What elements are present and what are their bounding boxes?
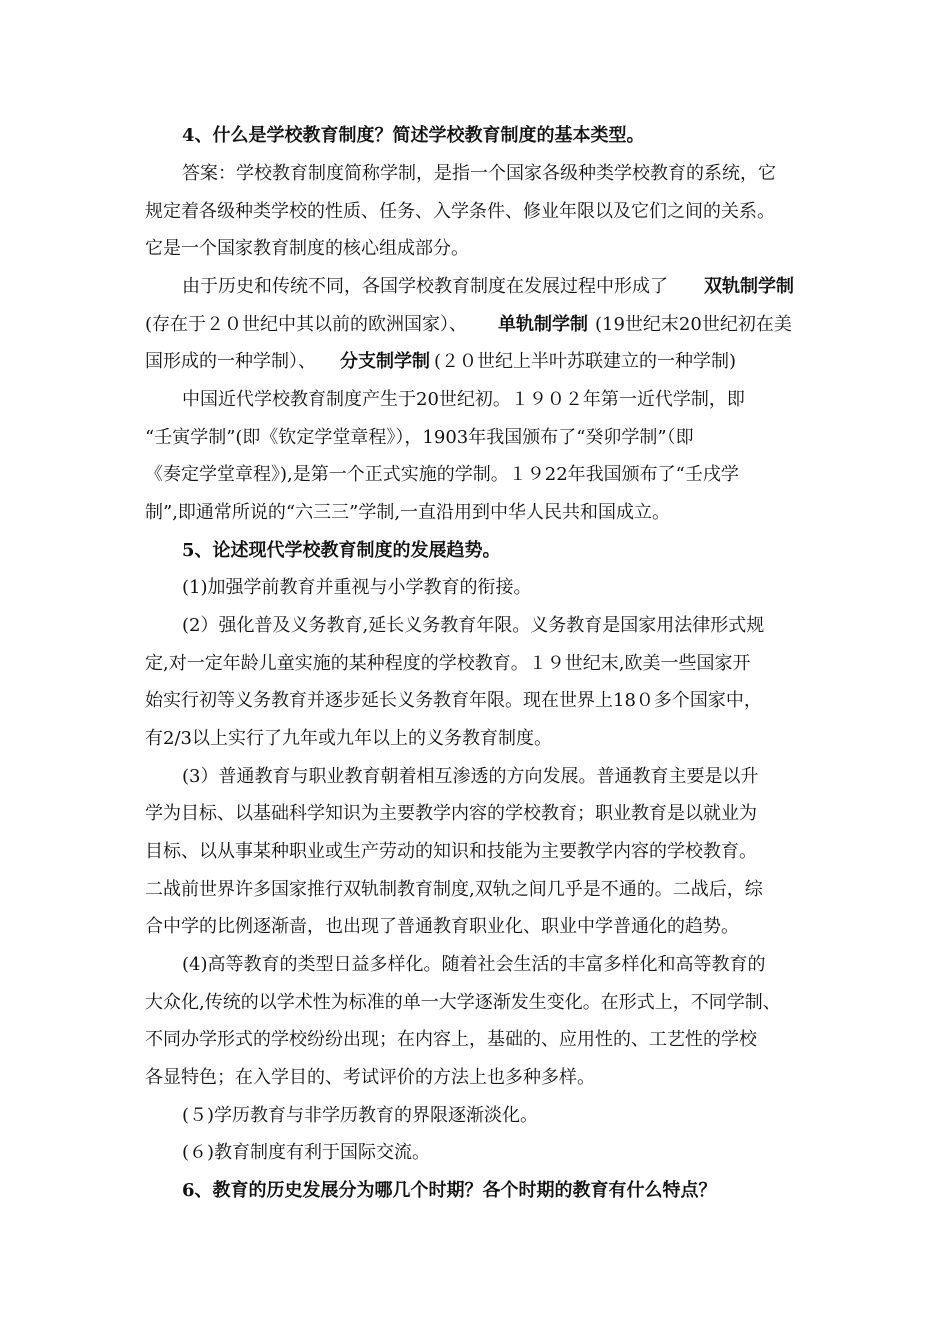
text-line: 不同办学形式的学校纷纷出现；在内容上，基础的、应用性的、工艺性的学校 bbox=[145, 1029, 757, 1050]
text-line: 学为目标、以基础科学知识为主要教学内容的学校教育；职业教育是以就业为 bbox=[145, 803, 757, 824]
text-line: (2）强化普及义务教育,延长义务教育年限。义务教育是国家用法律形式规 bbox=[182, 615, 765, 636]
text-line: 大众化,传统的以学术性为标准的单一大学逐渐发生变化。在形式上，不同学制、 bbox=[145, 992, 781, 1013]
text-line: 《奏定学堂章程》),是第一个正式实施的学制。１９22年我国颁布了“壬戌学 bbox=[145, 464, 739, 485]
question-5-heading: 5、论述现代学校教育制度的发展趋势。 bbox=[182, 540, 501, 561]
text-run: (19世纪末20世纪初在美 bbox=[595, 314, 792, 335]
text-run: (２０世纪上半叶苏联建立的一种学制) bbox=[434, 351, 737, 372]
text-line: 制”,即通常所说的“六三三”学制,一直沿用到中华人民共和国成立。 bbox=[145, 502, 671, 523]
text-line bbox=[0, 344, 950, 380]
text-line: 规定着各级种类学校的性质、任务、入学条件、修业年限以及它们之间的关系。 bbox=[145, 201, 775, 222]
text-line: 各显特色；在入学目的、考试评价的方法上也多种多样。 bbox=[145, 1067, 595, 1088]
question-4-heading: 4、什么是学校教育制度？简述学校教育制度的基本类型。 bbox=[182, 125, 645, 146]
text-line: 二战前世界许多国家推行双轨制教育制度,双轨之间几乎是不通的。二战后，综 bbox=[145, 879, 763, 900]
text-line: 目标、以从事某种职业或生产劳动的知识和技能为主要教学内容的学校教育。 bbox=[145, 841, 757, 862]
text-line: 答案：学校教育制度简称学制，是指一个国家各级种类学校教育的系统，它 bbox=[182, 163, 776, 184]
text-run: (存在于２０世纪中其以前的欧洲国家）、 bbox=[145, 314, 468, 335]
trend-item-1: (1)加强学前教育并重视与小学教育的衔接。 bbox=[182, 577, 532, 598]
question-6-heading: 6、教育的历史发展分为哪几个时期？各个时期的教育有什么特点？ bbox=[182, 1180, 717, 1201]
text-line: 中国近代学校教育制度产生于20世纪初。１９０２年第一近代学制，即 bbox=[182, 389, 745, 410]
text-line: 合中学的比例逐渐啬，也出现了普通教育职业化、职业中学普通化的趋势。 bbox=[145, 916, 739, 937]
term-branch-system: 分支制学制 bbox=[340, 351, 430, 372]
text-line: 有2/3以上实行了九年或九年以上的义务教育制度。 bbox=[145, 728, 552, 749]
text-line: (4)高等教育的类型日益多样化。随着社会生活的丰富多样化和高等教育的 bbox=[182, 954, 766, 975]
text-line: 它是一个国家教育制度的核心组成部分。 bbox=[145, 238, 469, 259]
text-line: 定,对一定年龄儿童实施的某种程度的学校教育。１９世纪末,欧美一些国家开 bbox=[145, 653, 751, 674]
text-line: “壬寅学制”(即《钦定学堂章程》），1903年我国颁布了“癸卯学制”（即 bbox=[145, 427, 694, 448]
text-line: 始实行初等义务教育并逐步延长义务教育年限。现在世界上18０多个国家中， bbox=[145, 690, 762, 711]
text-run: 国形成的一种学制）、 bbox=[145, 351, 316, 372]
trend-item-6: (６)教育制度有利于国际交流。 bbox=[182, 1142, 431, 1163]
text-run: 由于历史和传统不同，各国学校教育制度在发展过程中形成了 bbox=[182, 276, 668, 297]
text-line bbox=[0, 269, 950, 305]
text-line: (3）普通教育与职业教育朝着相互渗透的方向发展。普通教育主要是以升 bbox=[182, 766, 759, 787]
term-dual-track: 双轨制学制 bbox=[704, 276, 794, 297]
term-single-track: 单轨制学制 bbox=[498, 314, 588, 335]
trend-item-5: (５)学历教育与非学历教育的界限逐渐淡化。 bbox=[182, 1105, 539, 1126]
text-line bbox=[0, 307, 950, 343]
